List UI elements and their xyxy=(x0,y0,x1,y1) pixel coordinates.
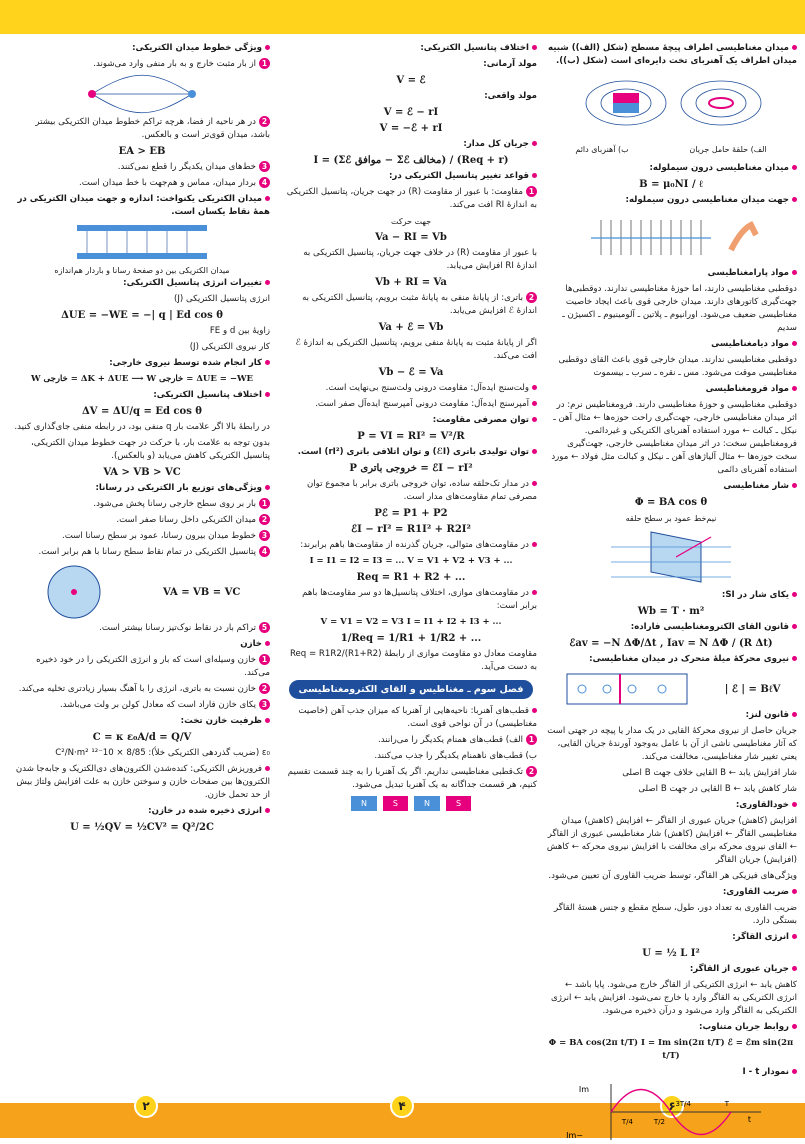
text: دوقطبی مغناطیسی دارند، اما حوزهٔ مغناطیسی ندارند. دوقطبی‌ها جهت‌گیری کاتورهای دارند. میدان خارجی قوی باعث ایجاد خاصیت مغناطیسی ضعیف می‌شود. اورانیوم ـ پلاتین ـ آلومینیوم ـ اکسیژن ـ سدیم xyxy=(562,284,797,333)
text: در مقاومت‌های موازی، اختلاف پتانسیل‌ها دو سر مقاومت‌ها باهم برابر است: xyxy=(302,588,537,611)
equation: Vb − ℰ = Va xyxy=(378,367,444,378)
equation: Pℰ = P1 + P2 xyxy=(374,508,448,519)
equation: U = ½ L I² xyxy=(642,948,700,959)
graph-label-q3: 3T/4 xyxy=(675,1100,691,1108)
text: اختلاف پتانسیل الکتریکی: xyxy=(420,43,529,53)
text: انرژی پتانسیل الکتریکی (J) xyxy=(173,294,270,304)
header-bar xyxy=(0,0,805,34)
text: توان مصرفی مقاومت: xyxy=(432,415,529,425)
text: شار مغناطیسی xyxy=(723,481,789,491)
magnet-bars xyxy=(285,796,537,811)
text: میدان الکتریکی داخل رسانا صفر است. xyxy=(116,515,256,525)
column-right xyxy=(545,42,797,1144)
text: قانون لنز: xyxy=(745,710,789,720)
text: قواعد تغییر پتانسیل الکتریکی در: xyxy=(388,171,529,181)
text: میدان الکتریکی یکنواخت: اندازه و جهت میدان الکتریکی در همهٔ نقاط یکسان است. xyxy=(17,194,270,217)
text: ویژگی‌های فیزیکی هر القاگر، توسط ضریب القاوری آن تعیین می‌شود. xyxy=(548,871,797,881)
text: افزایش (کاهش) جریان عبوری از القاگر ← افزایش (کاهش) میدان مغناطیسی القاگر ← افزایش (کاهش) شار مغناطیسی عبوری از القاگر ← القای نیروی محرکه برای مخالفت با افزایش نیروی محرکه ← کاهش (افزایش) جریان القاگر xyxy=(546,816,797,865)
text: یکای شار در SI: xyxy=(721,590,789,600)
text: تراکم بار در نقاط نوک‌تیز رسانا بیشتر است. xyxy=(99,623,256,633)
graph-label-neg: −Im xyxy=(566,1131,583,1140)
text: اگر از پایانهٔ مثبت به پایانهٔ منفی برویم، پتانسیل الکتریکی به اندازهٔ ℰ افت می‌کند. xyxy=(295,338,537,361)
column-middle: اختلاف پتانسیل الکتریکی: مولد آرمانی: V = ℰ مولد واقعی: V = ℰ − rI V = −ℰ + rI جریان کل مدار: I = (Σℰ موافق − Σℰ مخالف) / (Req + r) قواعد تغییر پتانسیل الکتریکی در: 1مقاومت: با عبور از مقاومت (R) در جهت جریان، پتانسیل الکتریکی به اندازهٔ RI افت می‌کند. جهت حرکت Va − RI = Vb با عبور از مقاومت (R) در خلاف جهت جریان، پتانسیل الکتریکی به اندازهٔ RI افزایش می‌یابد. Vb + RI = Va 2باتری: از پایانهٔ منفی به پایانهٔ مثبت برویم، پتانسیل الکتریکی به اندازهٔ ℰ افزایش می‌یابد. Va + ℰ = Vb اگر از پایانهٔ مثبت به پایانهٔ منفی برویم، پتانسیل الکتریکی به اندازهٔ ℰ افت می‌کند. Vb − ℰ = Va ولت‌سنج ایده‌آل: مقاومت درونی ولت‌سنج بی‌نهایت است. آمپرسنج ایده‌آل: مقاومت درونی آمپرسنج ایده‌آل صفر است. توان مصرفی مقاومت: P = VI = RI² = V²/R توان تولیدی باتری (ℰI) و توان اتلافی باتری (rI²) است. P خروجی باتری = ℰI − rI² در مدار تک‌حلقه ساده، توان خروجی باتری برابر با مجموع توان مصرفی تمام مقاومت‌های مدار است. Pℰ = P1 + P2 ℰI − rI² = R1I² + R2I² در مقاومت‌های متوالی، جریان گذرنده از مقاومت‌ها باهم برابرند: I = I1 = I2 = I3 = ... V = V1 + V2 + V3 + ... Req = R1 + R2 + ... در مقاومت‌های موازی، اختلاف پتانسیل‌ها دو سر مقاومت‌ها باهم برابر است: V = V1 = V2 = V3 I = I1 + I2 + I3 + ... 1/Req = 1/R1 + 1/R2 + ... مقاومت معادل دو مقاومت موازی از رابطهٔ Req = R1R2/(R1+R2) به دست می‌آید. فصل سوم ـ مغناطیس و القای الکترومغناطیسی قطب‌های آهنربا: ناحیه‌هایی از آهنربا که میزان جذب آهن (خاصیت مغناطیسی) در آن نواحی قوی است. 1الف) قطب‌های همنام یکدیگر را می‌رانند. ب) قطب‌های ناهمنام یکدیگر را جذب می‌کنند. 2تک‌قطبی مغناطیسی نداریم. اگر یک آهنربا را به چند قسمت تقسیم کنیم، هر قسمت جداگانه به یک آهنربا تبدیل می‌شود. N S N S xyxy=(285,42,537,811)
graph-label-q4: T xyxy=(724,1100,729,1108)
equation: ΔUE = −WE = −| q | Ed cos θ xyxy=(61,310,223,321)
text: نمودار I - t xyxy=(742,1067,789,1077)
flux-figure xyxy=(591,527,751,587)
equation: 1/Req = 1/R1 + 1/R2 + ... xyxy=(340,633,482,644)
equation: EA > EB xyxy=(118,146,166,157)
equation: W خارجی = ΔK + ΔUE ⟶ W خارجی = ΔUE = −WE xyxy=(31,374,253,384)
column-left: ویژگی خطوط میدان الکتریکی: 1از بار مثبت خارج و به بار منفی وارد می‌شوند. 2در هر ناحیه از فضا، هرچه تراکم خطوط میدان الکتریکی بیشتر باشد، میدان قوی‌تر است و بالعکس. EA > EB 3خط‌های میدان یکدیگر را قطع نمی‌کنند. 4بردار میدان، مماس و هم‌جهت با خط میدان است. میدان الکتریکی یکنواخت: اندازه و جهت میدان الکتریکی در همهٔ نقاط یکسان است. میدان الکتریکی بین دو صفحهٔ رسانا و باردار هم‌اندازه تغییرات انرژی پتانسیل الکتریکی: انرژی پتانسیل الکتریکی (J) ΔUE = −WE = −| q | Ed cos θ زاویهٔ بین d و FE کار نیروی الکتریکی (J) کار انجام شده توسط نیروی خارجی: W خارجی = ΔK + ΔUE ⟶ W خارجی = ΔUE = −WE اختلاف پتانسیل الکتریکی: ΔV = ΔU/q = Ed cos θ در رابطهٔ بالا اگر علامت بار q منفی بود، در رابطه منفی جای‌گذاری کنید. بدون توجه به علامت بار، با حرکت در جهت خطوط میدان الکتریکی، پتانسیل الکتریکی کاهش می‌یابد (و بالعکس). VA > VB > VC ویژگی‌های توزیع بار الکتریکی در رسانا: 1بار بر روی سطح خارجی رسانا پخش می‌شود. 2میدان الکتریکی داخل رسانا صفر است. 3خطوط میدان بیرون رسانا، عمود بر سطح رسانا است. 4پتانسیل الکتریکی در تمام نقاط سطح رسانا با هم برابر است. VA = VB = VC 5تراکم بار در نقاط نوک‌تیز رسانا بیشتر است. خازن 1خازن وسیله‌ای است که بار و انرژی الکتریکی را در خود ذخیره می‌کند. 2خازن نسبت به باتری، انرژی را با آهنگ بسیار زیادتری تخلیه می‌کند. 3یکای خازن فاراد است که معادل کولن بر ولت می‌باشد. ظرفیت خازن تخت: C = κ ε₀A/d = Q/V ε₀ (ضریب گذردهی الکتریکی خلأ): 8/85 × 10⁻¹² C²/N·m² فروریزش الکتریکی: کنده‌شدن الکترون‌های دی‌الکتریک و جابه‌جا شدن الکترون‌ها بین صفحات خازن و سوختن خازن به علت افزایش ولتاژ بیش از حد تحمل خازن. انرژی ذخیره شده در خازن: U = ½QV = ½CV² = Q²/2C xyxy=(14,43,270,833)
text: توان تولیدی باتری (ℰI) و توان اتلافی باتری (rI²) است. xyxy=(297,447,529,457)
text: یکای خازن فاراد است که معادل کولن بر ولت می‌باشد. xyxy=(60,700,256,710)
equation: Req = R1 + R2 + ... xyxy=(356,572,466,583)
text: میدان مغناطیسی درون سیملوله: xyxy=(649,163,789,173)
text: جهت میدان مغناطیسی درون سیملوله: xyxy=(625,195,789,205)
text: ویژگی‌های توزیع بار الکتریکی در رسانا: xyxy=(95,483,262,493)
text: مقاومت: با عبور از مقاومت (R) در جهت جریان، پتانسیل الکتریکی به اندازهٔ RI افت می‌کند. xyxy=(286,187,537,210)
text: بار بر روی سطح خارجی رسانا پخش می‌شود. xyxy=(93,499,256,509)
text: بردار میدان، مماس و هم‌جهت با خط میدان است. xyxy=(79,178,256,188)
text: ضریب القاوری به تعداد دور، طول، سطح مقطع و جنس هستهٔ القاگر بستگی دارد. xyxy=(554,903,797,926)
text: مواد دیامغناطیسی xyxy=(711,339,789,349)
equation: C = κ ε₀A/d = Q/V xyxy=(92,732,192,743)
text: کار نیروی الکتریکی (J) xyxy=(189,342,270,352)
graph-label-q1: T/4 xyxy=(621,1118,633,1126)
magnet-pole: N xyxy=(414,796,440,811)
text: تغییرات انرژی پتانسیل الکتریکی: xyxy=(123,278,262,288)
text: انرژی القاگر: xyxy=(732,932,789,942)
text: قطب‌های آهنربا: ناحیه‌هایی از آهنربا که میزان جذب آهن (خاصیت مغناطیسی) در آن نواحی قوی است. xyxy=(298,706,537,729)
text: باتری: از پایانهٔ منفی به پایانهٔ مثبت برویم، پتانسیل الکتریکی به اندازهٔ ℰ افزایش می‌یابد. xyxy=(302,293,537,316)
text: در مدار تک‌حلقه ساده، توان خروجی باتری برابر با مجموع توان مصرفی تمام مقاومت‌های مدار است. xyxy=(306,479,537,502)
equation: V = −ℰ + rI xyxy=(379,123,443,134)
graph-label-im: Im xyxy=(578,1085,589,1094)
equation: VA = VB = VC xyxy=(162,586,241,598)
equation: I = I1 = I2 = I3 = ... V = V1 + V2 + V3 + ... xyxy=(309,556,513,566)
text: در هر ناحیه از فضا، هرچه تراکم خطوط میدان الکتریکی بیشتر باشد، میدان قوی‌تر است و بالعکس. xyxy=(35,117,270,140)
equation: V = ℰ xyxy=(396,75,426,86)
text: بدون توجه به علامت بار، با حرکت در جهت خطوط میدان الکتریکی، پتانسیل الکتریکی کاهش می‌یابد (و بالعکس). xyxy=(31,438,270,461)
text: پتانسیل الکتریکی در تمام نقاط سطح رسانا با هم برابر است. xyxy=(38,547,256,557)
equation: V = V1 = V2 = V3 I = I1 + I2 + I3 + ... xyxy=(320,617,502,627)
equation: | ℰ | = BℓV xyxy=(724,683,781,695)
text: خازن xyxy=(240,639,262,649)
text: ε₀ (ضریب گذردهی الکتریکی خلأ): 8/85 × 10⁻¹² C²/N·m² xyxy=(55,748,270,758)
equation: Vb + RI = Va xyxy=(375,277,447,288)
text: دوقطبی مغناطیسی و حوزهٔ مغناطیسی دارند. فرومغناطیس نرم: در اثر میدان مغناطیسی خارجی، جهت‌گیری راحت حوزه‌ها ← مثال آهن ـ نیکل ـ کبالت ← مورد استفاده آهنربای الکتریکی و غیردائمی. فرومغناطیس سخت: در اثر میدان مغناطیسی خارجی، جهت‌گیری سخت حوزه‌ها ← مثال آلیاژهای آهن ـ نیکل و کبالت مثل فولاد ← مورد استفاده آهنربای دائمی xyxy=(551,400,797,475)
moving-rod-figure xyxy=(562,669,692,709)
plates-figure xyxy=(57,222,227,262)
caption: نیم‌خط عمود بر سطح حلقه xyxy=(625,514,717,523)
text: خازن وسیله‌ای است که بار و انرژی الکتریکی را در خود ذخیره می‌کند. xyxy=(36,655,270,678)
magnet-pole: S xyxy=(383,796,408,811)
equation: VA > VB > VC xyxy=(103,467,181,478)
text: دوقطبی مغناطیسی ندارند. میدان خارجی قوی باعث القای دوقطبی مغناطیسی موقت می‌شود. مس ـ نقره ـ سرب ـ بیسموت xyxy=(558,355,797,378)
conductor-sphere xyxy=(44,562,104,622)
text: جریان عبوری از القاگر: xyxy=(689,964,789,974)
text: ویژگی خطوط میدان الکتریکی: xyxy=(132,43,262,53)
text: از بار مثبت خارج و به بار منفی وارد می‌شوند. xyxy=(93,59,256,69)
text: با عبور از مقاومت (R) در خلاف جهت جریان، پتانسیل الکتریکی به اندازهٔ RI افزایش می‌یابد. xyxy=(303,248,537,271)
equation: Φ = BA cos(2π t/T) I = Im sin(2π t/T) ℰ = ℰm sin(2π t/T) xyxy=(548,1038,794,1061)
equation: Va + ℰ = Vb xyxy=(378,322,444,333)
solenoid-figure xyxy=(571,210,771,265)
text: نیروی محرکهٔ میلهٔ متحرک در میدان مغناطیسی: xyxy=(589,654,789,664)
chapter-banner: فصل سوم ـ مغناطیس و القای الکترومغناطیسی xyxy=(289,680,533,699)
text: میدان مغناطیسی اطراف پیچهٔ مسطح (شکل (الف)) شبیه میدان اطراف یک آهنربای تخت دایره‌ای است (شکل (ب)). xyxy=(548,43,797,66)
equation: P = VI = RI² = V²/R xyxy=(357,431,465,442)
page-number-left: ۲ xyxy=(134,1094,158,1118)
text: قانون القای الکترومغناطیسی فاراده: xyxy=(630,622,789,632)
text: روابط جریان متناوب: xyxy=(699,1022,789,1032)
text: مواد فرومغناطیسی xyxy=(705,384,789,394)
text: زاویهٔ بین d و FE xyxy=(209,326,270,336)
page-number-middle: ۴ xyxy=(390,1094,414,1118)
magnet-pole: N xyxy=(351,796,377,811)
equation: B = μ₀NI / ℓ xyxy=(639,179,703,190)
text: فروریزش الکتریکی: کنده‌شدن الکترون‌های دی‌الکتریک و جابه‌جا شدن الکترون‌ها بین صفحات خازن و سوختن خازن به علت افزایش ولتاژ بیش از حد تحمل خازن. xyxy=(15,764,270,800)
page-number-right: ۶ xyxy=(660,1094,684,1118)
text: در مقاومت‌های متوالی، جریان گذرنده از مقاومت‌ها باهم برابرند: xyxy=(300,540,529,550)
text: شار افزایش یابد ← B القایی خلاف جهت B اصلی xyxy=(622,768,797,778)
dipole-figure xyxy=(62,74,222,114)
text: خط‌های میدان یکدیگر را قطع نمی‌کنند. xyxy=(117,162,256,172)
text: شار کاهش یابد ← B القایی در جهت B اصلی xyxy=(638,784,797,794)
text: انرژی ذخیره شده در خازن: xyxy=(148,806,262,816)
text: مولد واقعی: xyxy=(484,91,537,101)
text: کاهش یابد ← انرژی الکتریکی از القاگر خارج می‌شود. پایا باشد ← انرژی الکتریکی به القاگر وارد یا خارج نمی‌شود. افزایش یابد ← انرژی الکتریکی به القاگر وارد می‌شود و درآن ذخیره می‌شود. xyxy=(551,980,797,1016)
loop-and-magnet-figure xyxy=(571,71,771,141)
text: ضریب القاوری: xyxy=(722,887,789,897)
equation: Va − RI = Vb xyxy=(375,232,447,243)
text: جریان حاصل از نیروی محرکهٔ القایی در یک مدار یا پیچه در جهتی است که آثار مغناطیسی ناشی از آن با عامل به‌وجود آورندهٔ جریان القایی، یعنی تغییر شار مغناطیسی، مخالفت می‌کند. xyxy=(547,726,797,762)
text: ولت‌سنج ایده‌آل: مقاومت درونی ولت‌سنج بی‌نهایت است. xyxy=(325,383,529,393)
text: اختلاف پتانسیل الکتریکی: xyxy=(153,390,262,400)
equation: U = ½QV = ½CV² = Q²/2C xyxy=(70,822,214,833)
text: جریان کل مدار: xyxy=(463,139,529,149)
equation: ℰI − rI² = R1I² + R2I² xyxy=(351,524,471,535)
equation: Wb = T · m² xyxy=(637,606,705,617)
text: ظرفیت خازن تخت: xyxy=(180,716,262,726)
caption: میدان الکتریکی بین دو صفحهٔ رسانا و باردار هم‌اندازه xyxy=(54,266,230,275)
sine-graph xyxy=(566,1082,771,1142)
text: مقاومت معادل دو مقاومت موازی از رابطهٔ Req = R1R2/(R1+R2) به دست می‌آید. xyxy=(289,649,537,672)
text: خودالقاوری: xyxy=(735,800,789,810)
text: تک‌قطبی مغناطیسی نداریم. اگر یک آهنربا را به چند قسمت تقسیم کنیم، هر قسمت جداگانه به یک آهنربا تبدیل می‌شود. xyxy=(287,767,537,790)
magnet-pole: S xyxy=(446,796,471,811)
direction-label: جهت حرکت xyxy=(390,217,432,226)
equation: ΔV = ΔU/q = Ed cos θ xyxy=(82,406,202,417)
caption: ب) آهنربای دائم xyxy=(575,145,629,154)
text: در رابطهٔ بالا اگر علامت بار q منفی بود، در رابطه منفی جای‌گذاری کنید. xyxy=(14,422,270,432)
text: مولد آرمانی: xyxy=(483,59,537,69)
text: ب) قطب‌های ناهمنام یکدیگر را جذب می‌کنند. xyxy=(374,751,537,761)
text: آمپرسنج ایده‌آل: مقاومت درونی آمپرسنج ایده‌آل صفر است. xyxy=(315,399,529,409)
equation: ℰav = −N ΔΦ/Δt , Iav = N ΔΦ / (R Δt) xyxy=(569,638,773,649)
text: الف) قطب‌های همنام یکدیگر را می‌رانند. xyxy=(377,735,523,745)
equation: I = (Σℰ موافق − Σℰ مخالف) / (Req + r) xyxy=(313,155,509,166)
graph-label-t: t xyxy=(747,1115,751,1124)
text: کار انجام شده توسط نیروی خارجی: xyxy=(109,358,262,368)
text: خازن نسبت به باتری، انرژی را با آهنگ بسیار زیادتری تخلیه می‌کند. xyxy=(18,684,256,694)
text: مواد پارامغناطیسی xyxy=(707,268,789,278)
caption: الف) حلقهٔ حامل جریان xyxy=(689,145,767,154)
text: خطوط میدان بیرون رسانا، عمود بر سطح رسانا است. xyxy=(62,531,256,541)
equation: P خروجی باتری = ℰI − rI² xyxy=(349,463,473,474)
equation: V = ℰ − rI xyxy=(383,107,439,118)
equation: Φ = BA cos θ xyxy=(634,497,708,508)
graph-label-q2: T/2 xyxy=(653,1118,665,1126)
